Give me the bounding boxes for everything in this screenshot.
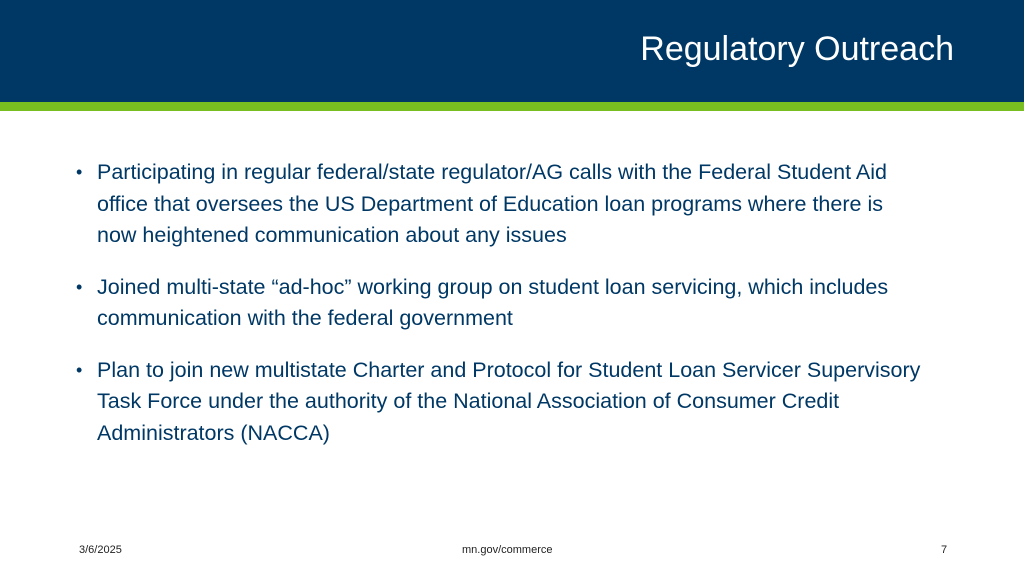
bullet-icon: • bbox=[76, 276, 83, 297]
bullet-item bbox=[76, 272, 926, 335]
bullet-text: Joined multi-state “ad-hoc” working group on student loan servicing, which includes communication with the federal government bbox=[97, 274, 889, 330]
slide-title: Regulatory Outreach bbox=[640, 30, 954, 68]
header-band bbox=[0, 0, 1024, 102]
footer-date: 3/6/2025 bbox=[79, 544, 122, 556]
bullet-list bbox=[76, 157, 926, 469]
footer-page-number: 7 bbox=[941, 544, 948, 556]
bullet-item bbox=[76, 157, 926, 252]
bullet-icon: • bbox=[76, 359, 83, 380]
bullet-icon: • bbox=[76, 162, 83, 182]
bullet-text: Participating in regular federal/state regulator/AG calls with the Federal Student Aid office that oversees the US Department of Education loan programs where there is now heightened communication about any issues bbox=[97, 160, 887, 247]
accent-band bbox=[0, 102, 1024, 111]
footer-site-link: mn.gov/commerce bbox=[462, 544, 553, 556]
bullet-text: Plan to join new multistate Charter and Protocol for Student Loan Servicer Supervisory Task Force under the authority of the National Association of Consumer Credit Administrators (NACCA) bbox=[97, 357, 921, 445]
bullet-item bbox=[76, 355, 926, 450]
